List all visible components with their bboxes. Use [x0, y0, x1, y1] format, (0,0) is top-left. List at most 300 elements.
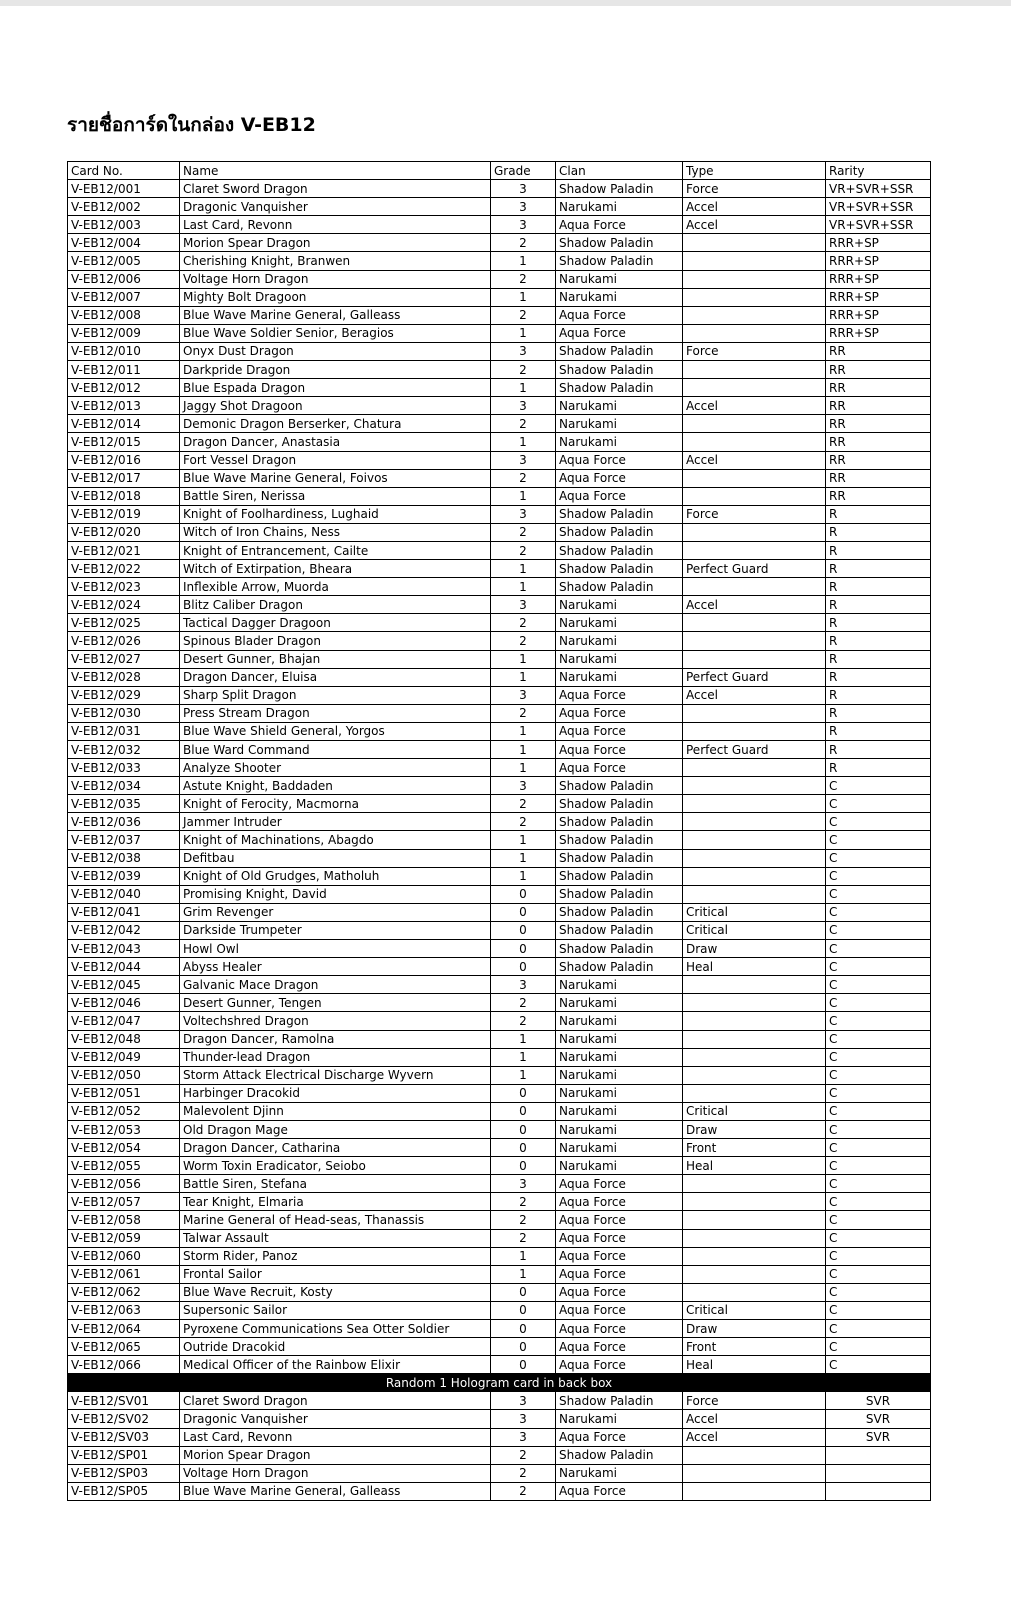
- cell-rarity: C: [826, 813, 931, 831]
- cell-rarity: SVR: [826, 1410, 931, 1428]
- cell-card-no: V-EB12/001: [68, 180, 180, 198]
- table-row: [68, 541, 931, 559]
- cell-name: Analyze Shooter: [180, 759, 491, 777]
- table-row: [68, 523, 931, 541]
- cell-name: Old Dragon Mage: [180, 1120, 491, 1138]
- cell-clan: Narukami: [556, 976, 683, 994]
- cell-name: Dragon Dancer, Catharina: [180, 1139, 491, 1157]
- table-row: [68, 306, 931, 324]
- cell-type: Accel: [683, 1410, 826, 1428]
- cell-clan: Narukami: [556, 1084, 683, 1102]
- table-row: [68, 469, 931, 487]
- cell-type: [683, 1012, 826, 1030]
- table-row: [68, 940, 931, 958]
- header-rarity: Rarity: [826, 162, 931, 180]
- cell-type: [683, 632, 826, 650]
- table-row: [68, 704, 931, 722]
- cell-rarity: C: [826, 1175, 931, 1193]
- cell-clan: Narukami: [556, 650, 683, 668]
- cell-card-no: V-EB12/019: [68, 505, 180, 523]
- cell-type: [683, 813, 826, 831]
- cell-rarity: [826, 1482, 931, 1500]
- cell-card-no: V-EB12/035: [68, 795, 180, 813]
- cell-name: Howl Owl: [180, 940, 491, 958]
- cell-name: Knight of Ferocity, Macmorna: [180, 795, 491, 813]
- table-row: [68, 216, 931, 234]
- cell-grade: 1: [491, 288, 556, 306]
- cell-clan: Narukami: [556, 1157, 683, 1175]
- cell-card-no: V-EB12/026: [68, 632, 180, 650]
- cell-card-no: V-EB12/022: [68, 560, 180, 578]
- table-row: [68, 198, 931, 216]
- cell-card-no: V-EB12/058: [68, 1211, 180, 1229]
- cell-type: [683, 433, 826, 451]
- table-row: [68, 1229, 931, 1247]
- cell-type: Front: [683, 1338, 826, 1356]
- cell-card-no: V-EB12/031: [68, 722, 180, 740]
- table-row: [68, 596, 931, 614]
- cell-rarity: RR: [826, 451, 931, 469]
- cell-type: Critical: [683, 903, 826, 921]
- cell-card-no: V-EB12/008: [68, 306, 180, 324]
- cell-clan: Shadow Paladin: [556, 578, 683, 596]
- cell-card-no: V-EB12/007: [68, 288, 180, 306]
- cell-clan: Shadow Paladin: [556, 795, 683, 813]
- cell-clan: Aqua Force: [556, 1175, 683, 1193]
- cell-rarity: R: [826, 759, 931, 777]
- cell-name: Press Stream Dragon: [180, 704, 491, 722]
- cell-clan: Aqua Force: [556, 324, 683, 342]
- cell-clan: Shadow Paladin: [556, 342, 683, 360]
- cell-grade: 3: [491, 1175, 556, 1193]
- cell-card-no: V-EB12/056: [68, 1175, 180, 1193]
- table-row: [68, 813, 931, 831]
- cell-type: [683, 1247, 826, 1265]
- table-row: [68, 578, 931, 596]
- cell-name: Outride Dracokid: [180, 1338, 491, 1356]
- cell-rarity: RR: [826, 397, 931, 415]
- table-row: [68, 777, 931, 795]
- cell-name: Dragon Dancer, Anastasia: [180, 433, 491, 451]
- cell-card-no: V-EB12/002: [68, 198, 180, 216]
- cell-rarity: RR: [826, 415, 931, 433]
- table-row: [68, 1247, 931, 1265]
- cell-rarity: RR: [826, 433, 931, 451]
- table-row: [68, 759, 931, 777]
- cell-type: [683, 469, 826, 487]
- cell-grade: 0: [491, 1356, 556, 1374]
- cell-card-no: V-EB12/046: [68, 994, 180, 1012]
- cell-type: [683, 831, 826, 849]
- table-row: [68, 1482, 931, 1500]
- table-row: [68, 288, 931, 306]
- cell-type: [683, 722, 826, 740]
- cell-name: Promising Knight, David: [180, 885, 491, 903]
- table-row: [68, 1139, 931, 1157]
- table-row: [68, 1428, 931, 1446]
- cell-grade: 2: [491, 1482, 556, 1500]
- cell-type: [683, 288, 826, 306]
- cell-type: [683, 1175, 826, 1193]
- cell-card-no: V-EB12/027: [68, 650, 180, 668]
- table-row: [68, 1464, 931, 1482]
- cell-rarity: C: [826, 1301, 931, 1319]
- table-row: [68, 1320, 931, 1338]
- cell-type: [683, 1048, 826, 1066]
- cell-name: Knight of Machinations, Abagdo: [180, 831, 491, 849]
- cell-clan: Shadow Paladin: [556, 940, 683, 958]
- cell-name: Supersonic Sailor: [180, 1301, 491, 1319]
- cell-type: [683, 1030, 826, 1048]
- cell-rarity: C: [826, 795, 931, 813]
- cell-clan: Shadow Paladin: [556, 958, 683, 976]
- table-row: [68, 1193, 931, 1211]
- cell-name: Blue Wave Marine General, Galleass: [180, 1482, 491, 1500]
- cell-grade: 1: [491, 379, 556, 397]
- table-row: [68, 1283, 931, 1301]
- table-row: [68, 632, 931, 650]
- cell-grade: 2: [491, 1229, 556, 1247]
- cell-card-no: V-EB12/010: [68, 342, 180, 360]
- cell-clan: Shadow Paladin: [556, 867, 683, 885]
- cell-rarity: C: [826, 1229, 931, 1247]
- cell-name: Worm Toxin Eradicator, Seiobo: [180, 1157, 491, 1175]
- cell-card-no: V-EB12/030: [68, 704, 180, 722]
- cell-type: [683, 415, 826, 433]
- table-row: [68, 379, 931, 397]
- cell-grade: 0: [491, 1283, 556, 1301]
- cell-type: Heal: [683, 1356, 826, 1374]
- cell-card-no: V-EB12/045: [68, 976, 180, 994]
- table-row: [68, 487, 931, 505]
- cell-rarity: C: [826, 940, 931, 958]
- table-row: [68, 976, 931, 994]
- cell-grade: 3: [491, 1428, 556, 1446]
- cell-clan: Shadow Paladin: [556, 849, 683, 867]
- cell-type: [683, 379, 826, 397]
- cell-card-no: V-EB12/052: [68, 1102, 180, 1120]
- cell-card-no: V-EB12/066: [68, 1356, 180, 1374]
- cell-rarity: C: [826, 1139, 931, 1157]
- cell-rarity: R: [826, 614, 931, 632]
- cell-rarity: C: [826, 1157, 931, 1175]
- cell-card-no: V-EB12/065: [68, 1338, 180, 1356]
- cell-rarity: SVR: [826, 1392, 931, 1410]
- cell-clan: Aqua Force: [556, 216, 683, 234]
- table-row: [68, 885, 931, 903]
- cell-card-no: V-EB12/059: [68, 1229, 180, 1247]
- cell-grade: 0: [491, 958, 556, 976]
- cell-name: Spinous Blader Dragon: [180, 632, 491, 650]
- table-row: [68, 686, 931, 704]
- cell-rarity: C: [826, 903, 931, 921]
- cell-name: Blue Wave Shield General, Yorgos: [180, 722, 491, 740]
- cell-rarity: C: [826, 777, 931, 795]
- page-title: รายชื่อการ์ดในกล่อง V-EB12: [67, 114, 316, 136]
- cell-clan: Shadow Paladin: [556, 523, 683, 541]
- cell-grade: 1: [491, 487, 556, 505]
- cell-rarity: R: [826, 523, 931, 541]
- cell-rarity: VR+SVR+SSR: [826, 216, 931, 234]
- cell-rarity: C: [826, 1066, 931, 1084]
- banner-text: Random 1 Hologram card in back box: [68, 1374, 931, 1392]
- cell-type: [683, 487, 826, 505]
- cell-type: Force: [683, 505, 826, 523]
- cell-card-no: V-EB12/004: [68, 234, 180, 252]
- table-row: [68, 433, 931, 451]
- cell-card-no: V-EB12/016: [68, 451, 180, 469]
- table-row: [68, 668, 931, 686]
- table-row: [68, 397, 931, 415]
- table-row: [68, 1066, 931, 1084]
- cell-card-no: V-EB12/043: [68, 940, 180, 958]
- cell-name: Desert Gunner, Tengen: [180, 994, 491, 1012]
- cell-rarity: C: [826, 1320, 931, 1338]
- cell-clan: Shadow Paladin: [556, 234, 683, 252]
- cell-grade: 3: [491, 596, 556, 614]
- cell-type: [683, 324, 826, 342]
- cell-card-no: V-EB12/034: [68, 777, 180, 795]
- cell-rarity: RRR+SP: [826, 252, 931, 270]
- cell-type: Front: [683, 1139, 826, 1157]
- header-clan: Clan: [556, 162, 683, 180]
- cell-card-no: V-EB12/012: [68, 379, 180, 397]
- cell-rarity: VR+SVR+SSR: [826, 180, 931, 198]
- cell-rarity: R: [826, 650, 931, 668]
- table-row: [68, 1012, 931, 1030]
- cell-type: Draw: [683, 940, 826, 958]
- cell-card-no: V-EB12/055: [68, 1157, 180, 1175]
- cell-card-no: V-EB12/032: [68, 741, 180, 759]
- cell-rarity: R: [826, 722, 931, 740]
- cell-name: Dragon Dancer, Eluisa: [180, 668, 491, 686]
- cell-grade: 1: [491, 741, 556, 759]
- cell-clan: Narukami: [556, 614, 683, 632]
- cell-name: Blue Wave Marine General, Foivos: [180, 469, 491, 487]
- cell-rarity: C: [826, 1084, 931, 1102]
- table-row: [68, 921, 931, 939]
- cell-name: Witch of Iron Chains, Ness: [180, 523, 491, 541]
- cell-type: [683, 1482, 826, 1500]
- cell-name: Onyx Dust Dragon: [180, 342, 491, 360]
- cell-name: Morion Spear Dragon: [180, 1446, 491, 1464]
- cell-type: [683, 306, 826, 324]
- banner-section: [68, 1374, 931, 1392]
- table-row: [68, 831, 931, 849]
- table-row: [68, 1265, 931, 1283]
- cell-rarity: C: [826, 1338, 931, 1356]
- cell-type: Force: [683, 342, 826, 360]
- cell-grade: 1: [491, 433, 556, 451]
- cell-rarity: SVR: [826, 1428, 931, 1446]
- table-row: [68, 361, 931, 379]
- cell-type: Critical: [683, 1102, 826, 1120]
- cell-grade: 0: [491, 1084, 556, 1102]
- cell-grade: 2: [491, 704, 556, 722]
- cell-clan: Aqua Force: [556, 1247, 683, 1265]
- cell-type: [683, 1446, 826, 1464]
- card-list-table: [67, 161, 931, 1501]
- cell-name: Battle Siren, Nerissa: [180, 487, 491, 505]
- cell-rarity: C: [826, 831, 931, 849]
- cell-name: Talwar Assault: [180, 1229, 491, 1247]
- cell-name: Thunder-lead Dragon: [180, 1048, 491, 1066]
- cell-clan: Narukami: [556, 433, 683, 451]
- cell-grade: 0: [491, 921, 556, 939]
- cell-clan: Narukami: [556, 415, 683, 433]
- cell-card-no: V-EB12/047: [68, 1012, 180, 1030]
- cell-grade: 2: [491, 469, 556, 487]
- cell-type: [683, 867, 826, 885]
- cell-type: [683, 1229, 826, 1247]
- cell-name: Galvanic Mace Dragon: [180, 976, 491, 994]
- cell-name: Desert Gunner, Bhajan: [180, 650, 491, 668]
- cell-card-no: V-EB12/060: [68, 1247, 180, 1265]
- cell-name: Voltage Horn Dragon: [180, 1464, 491, 1482]
- cell-name: Knight of Old Grudges, Matholuh: [180, 867, 491, 885]
- special-card-rows: [68, 1392, 931, 1501]
- cell-type: [683, 1084, 826, 1102]
- cell-grade: 1: [491, 668, 556, 686]
- cell-clan: Aqua Force: [556, 306, 683, 324]
- cell-type: [683, 361, 826, 379]
- cell-grade: 3: [491, 976, 556, 994]
- cell-clan: Narukami: [556, 1048, 683, 1066]
- cell-card-no: V-EB12/048: [68, 1030, 180, 1048]
- cell-name: Claret Sword Dragon: [180, 1392, 491, 1410]
- cell-grade: 0: [491, 1338, 556, 1356]
- cell-name: Grim Revenger: [180, 903, 491, 921]
- cell-grade: 2: [491, 270, 556, 288]
- cell-grade: 2: [491, 523, 556, 541]
- cell-type: [683, 994, 826, 1012]
- cell-type: [683, 252, 826, 270]
- cell-type: [683, 795, 826, 813]
- cell-rarity: C: [826, 994, 931, 1012]
- table-row: [68, 958, 931, 976]
- cell-clan: Narukami: [556, 994, 683, 1012]
- cell-clan: Aqua Force: [556, 1428, 683, 1446]
- cell-name: Battle Siren, Stefana: [180, 1175, 491, 1193]
- cell-card-no: V-EB12/038: [68, 849, 180, 867]
- table-row: [68, 342, 931, 360]
- cell-name: Morion Spear Dragon: [180, 234, 491, 252]
- cell-grade: 0: [491, 903, 556, 921]
- cell-clan: Shadow Paladin: [556, 1446, 683, 1464]
- cell-clan: Aqua Force: [556, 1229, 683, 1247]
- cell-clan: Shadow Paladin: [556, 505, 683, 523]
- cell-grade: 2: [491, 1211, 556, 1229]
- cell-type: Accel: [683, 451, 826, 469]
- cell-card-no: V-EB12/025: [68, 614, 180, 632]
- cell-name: Sharp Split Dragon: [180, 686, 491, 704]
- cell-rarity: C: [826, 1247, 931, 1265]
- table-row: [68, 270, 931, 288]
- cell-rarity: [826, 1464, 931, 1482]
- table-row: [68, 560, 931, 578]
- cell-rarity: RR: [826, 487, 931, 505]
- table-row: [68, 1410, 931, 1428]
- cell-name: Fort Vessel Dragon: [180, 451, 491, 469]
- cell-card-no: V-EB12/050: [68, 1066, 180, 1084]
- table-row: [68, 1356, 931, 1374]
- cell-rarity: RRR+SP: [826, 306, 931, 324]
- cell-type: [683, 270, 826, 288]
- cell-card-no: V-EB12/054: [68, 1139, 180, 1157]
- cell-name: Pyroxene Communications Sea Otter Soldier: [180, 1320, 491, 1338]
- cell-grade: 1: [491, 759, 556, 777]
- cell-grade: 3: [491, 1392, 556, 1410]
- cell-card-no: V-EB12/017: [68, 469, 180, 487]
- cell-grade: 2: [491, 1464, 556, 1482]
- table-row: [68, 1446, 931, 1464]
- table-row: [68, 1030, 931, 1048]
- cell-type: [683, 1265, 826, 1283]
- cell-clan: Aqua Force: [556, 1283, 683, 1301]
- cell-type: Force: [683, 180, 826, 198]
- cell-card-no: V-EB12/061: [68, 1265, 180, 1283]
- cell-grade: 2: [491, 813, 556, 831]
- cell-name: Darkpride Dragon: [180, 361, 491, 379]
- cell-grade: 1: [491, 831, 556, 849]
- cell-clan: Narukami: [556, 288, 683, 306]
- cell-type: Draw: [683, 1120, 826, 1138]
- cell-type: Critical: [683, 1301, 826, 1319]
- cell-name: Blue Wave Marine General, Galleass: [180, 306, 491, 324]
- table-row: [68, 849, 931, 867]
- cell-rarity: R: [826, 741, 931, 759]
- cell-grade: 3: [491, 451, 556, 469]
- cell-card-no: V-EB12/013: [68, 397, 180, 415]
- table-row: [68, 324, 931, 342]
- cell-card-no: V-EB12/063: [68, 1301, 180, 1319]
- cell-rarity: C: [826, 976, 931, 994]
- cell-clan: Shadow Paladin: [556, 885, 683, 903]
- table-row: [68, 180, 931, 198]
- cell-clan: Shadow Paladin: [556, 252, 683, 270]
- cell-grade: 0: [491, 1157, 556, 1175]
- cell-clan: Shadow Paladin: [556, 921, 683, 939]
- cell-type: [683, 650, 826, 668]
- cell-card-no: V-EB12/049: [68, 1048, 180, 1066]
- cell-name: Medical Officer of the Rainbow Elixir: [180, 1356, 491, 1374]
- cell-type: [683, 614, 826, 632]
- cell-clan: Aqua Force: [556, 1211, 683, 1229]
- table-row: [68, 1102, 931, 1120]
- table-header-row: [68, 162, 931, 180]
- cell-name: Last Card, Revonn: [180, 216, 491, 234]
- cell-card-no: V-EB12/051: [68, 1084, 180, 1102]
- cell-type: Perfect Guard: [683, 668, 826, 686]
- table-row: [68, 1175, 931, 1193]
- cell-rarity: R: [826, 704, 931, 722]
- cell-grade: 1: [491, 1265, 556, 1283]
- cell-card-no: V-EB12/037: [68, 831, 180, 849]
- cell-grade: 3: [491, 686, 556, 704]
- cell-rarity: RRR+SP: [826, 324, 931, 342]
- cell-name: Tactical Dagger Dragoon: [180, 614, 491, 632]
- table-row: [68, 1084, 931, 1102]
- cell-grade: 1: [491, 849, 556, 867]
- cell-name: Astute Knight, Baddaden: [180, 777, 491, 795]
- cell-clan: Narukami: [556, 1012, 683, 1030]
- cell-clan: Aqua Force: [556, 1338, 683, 1356]
- cell-clan: Narukami: [556, 1030, 683, 1048]
- table-row: [68, 234, 931, 252]
- cell-name: Jammer Intruder: [180, 813, 491, 831]
- cell-card-no: V-EB12/057: [68, 1193, 180, 1211]
- cell-grade: 2: [491, 415, 556, 433]
